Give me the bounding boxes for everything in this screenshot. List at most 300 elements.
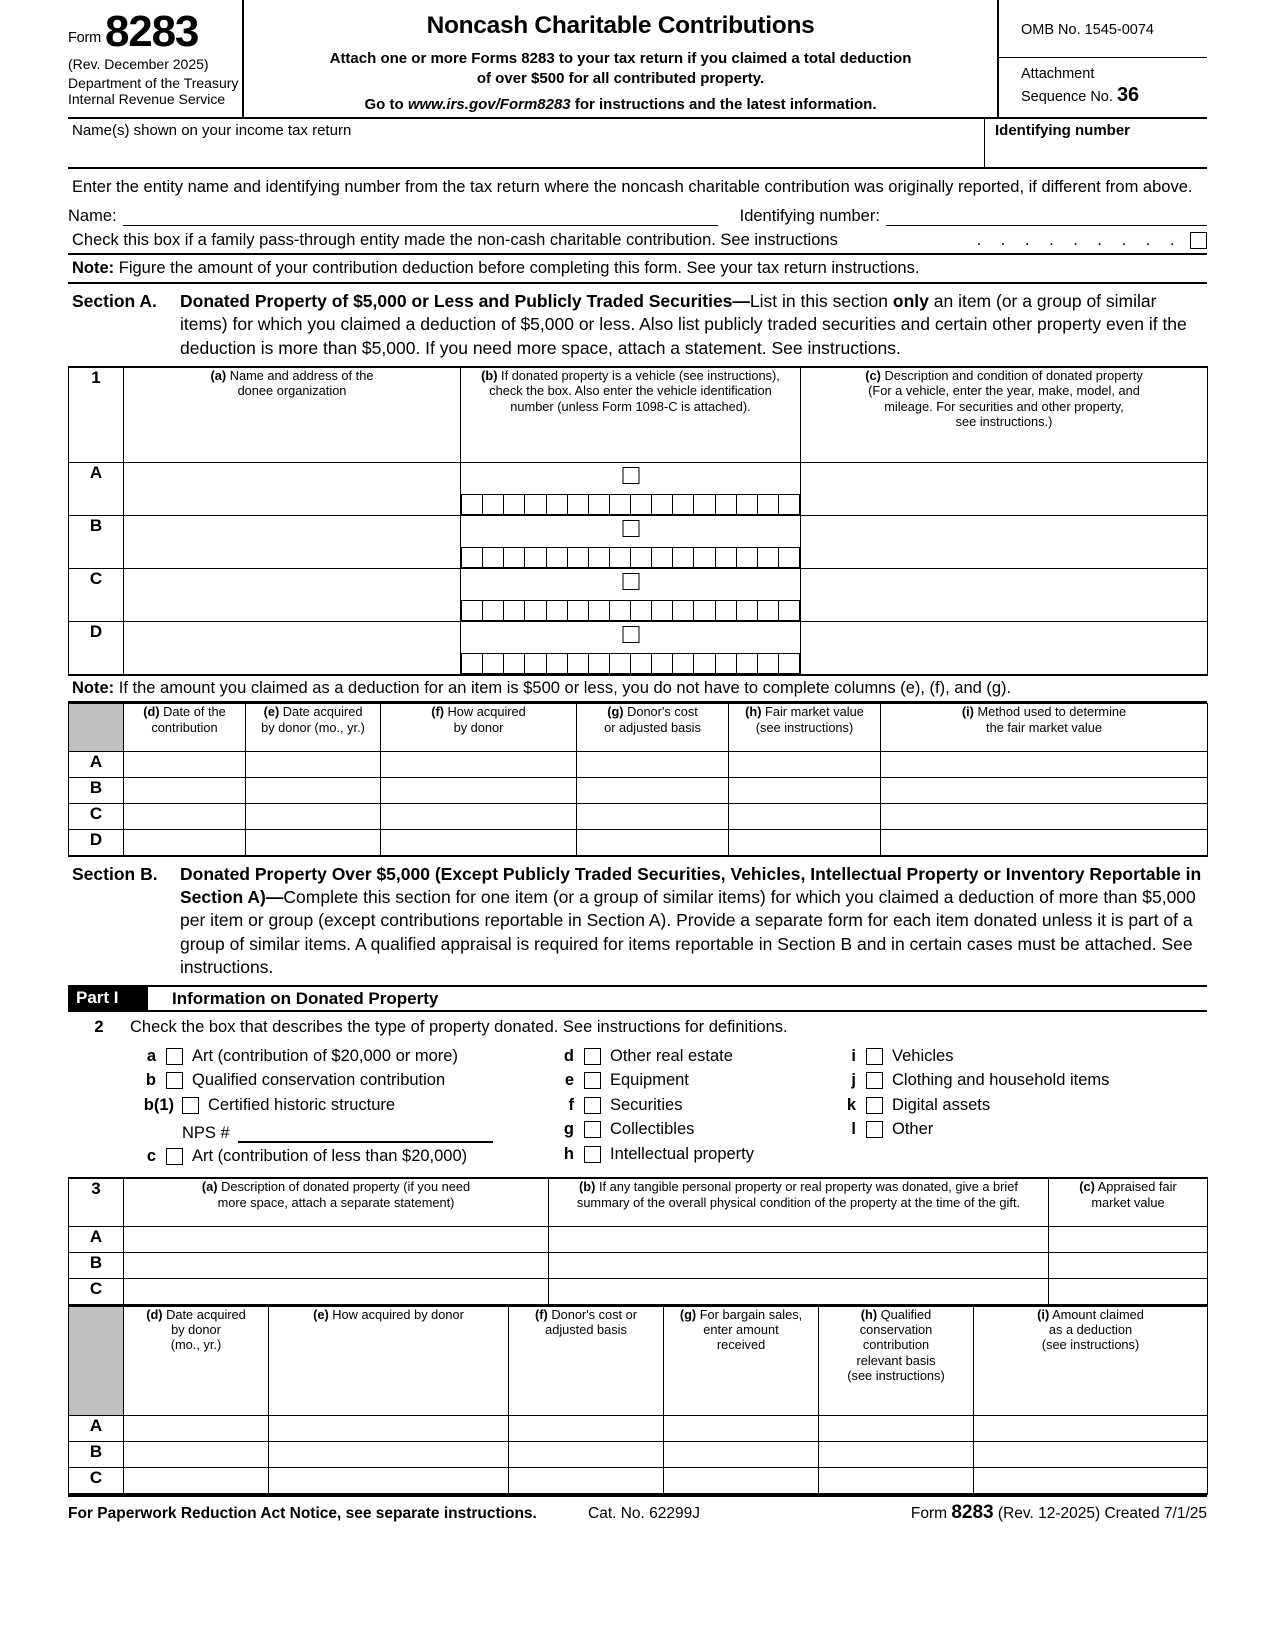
note-label: Note:	[72, 259, 115, 278]
l3-col-d-letter: (d)	[146, 1306, 163, 1322]
property-type-c[interactable]	[130, 1145, 548, 1170]
vin-box[interactable]	[672, 547, 693, 568]
row2-b-e-input[interactable]	[246, 778, 381, 804]
vin-box[interactable]	[567, 547, 588, 568]
l3-col-h-line4: relevant basis	[856, 1352, 936, 1368]
col-e-line1: Date acquired	[279, 704, 363, 720]
vin-box[interactable]	[778, 600, 800, 621]
col-header-i	[881, 704, 1208, 752]
table-row	[69, 752, 1208, 778]
vin-box[interactable]	[524, 494, 545, 515]
vin-box[interactable]	[482, 494, 503, 515]
col-a-line2: donee organization	[237, 383, 347, 399]
l3-row-a-condition-input[interactable]	[549, 1226, 1049, 1252]
l3b-row-c-h-input[interactable]	[819, 1468, 974, 1494]
vin-box[interactable]	[778, 653, 800, 674]
checkbox-securities[interactable]	[584, 1097, 601, 1114]
vin-box[interactable]	[651, 547, 672, 568]
l3-col-header-c	[1049, 1178, 1208, 1226]
department-line: Department of the Treasury	[68, 75, 239, 92]
nps-number-input[interactable]	[238, 1125, 493, 1143]
row2-a-e-input[interactable]	[246, 752, 381, 778]
row2-b-f-input[interactable]	[381, 778, 577, 804]
property-type-f[interactable]	[548, 1093, 830, 1118]
label-certified-historic-structure: Certified historic structure	[208, 1095, 396, 1114]
letter-g: g	[563, 1120, 574, 1139]
col-b-line1: If donated property is a vehicle (see instructions),	[497, 367, 780, 383]
section-b-text	[180, 863, 1207, 979]
table-row	[69, 1278, 1208, 1304]
letter-h: h	[563, 1144, 574, 1163]
checkbox-qualified-conservation[interactable]	[166, 1072, 183, 1089]
table-row	[69, 569, 1208, 622]
row2-a-g-input[interactable]	[577, 752, 729, 778]
row2-b-g-input[interactable]	[577, 778, 729, 804]
col-b-letter: (b)	[481, 367, 498, 383]
vin-box[interactable]	[693, 600, 714, 621]
row2-c-e-input[interactable]	[246, 804, 381, 830]
row-a-description-input[interactable]	[801, 463, 1208, 516]
table-row	[69, 1416, 1208, 1442]
checkbox-art-20k-or-more[interactable]	[166, 1048, 183, 1065]
letter-d: d	[563, 1046, 574, 1065]
l3b-row-label-a: A	[69, 1416, 124, 1442]
family-passthrough-text: Check this box if a family pass-through entity made the non-cash charitable contribution. See instructions	[72, 231, 838, 250]
l3-col-h-line5: (see instructions)	[847, 1368, 945, 1384]
l3-col-c-line1: Appraised fair	[1094, 1179, 1177, 1195]
row-c-vehicle-checkbox[interactable]	[622, 573, 639, 590]
checkbox-certified-historic-structure[interactable]	[182, 1097, 199, 1114]
col-c-line4: see instructions.)	[955, 413, 1053, 429]
l3b-row-c-f-input[interactable]	[509, 1468, 664, 1494]
row2-b-h-input[interactable]	[729, 778, 881, 804]
section-a-note-text: If the amount you claimed as a deduction for an item is $500 or less, you do not have to complete columns (e), (f), and (g).	[114, 679, 1012, 698]
row2-c-h-input[interactable]	[729, 804, 881, 830]
vin-box[interactable]	[715, 600, 736, 621]
vin-box[interactable]	[524, 653, 545, 674]
vin-box[interactable]	[757, 494, 778, 515]
vin-box[interactable]	[588, 600, 609, 621]
property-type-g[interactable]	[548, 1118, 830, 1143]
vin-box[interactable]	[609, 653, 630, 674]
vin-box[interactable]	[461, 600, 482, 621]
nps-number-line	[130, 1118, 548, 1143]
vin-box[interactable]	[757, 547, 778, 568]
l3-col-a-line1: Description of donated property (if you need	[217, 1179, 471, 1195]
col-g-letter: (g)	[607, 704, 624, 720]
line-2-head	[68, 1018, 1207, 1037]
col-c-line3: mileage. For securities and other property,	[884, 398, 1124, 414]
property-type-d[interactable]	[548, 1044, 830, 1069]
vin-box[interactable]	[715, 547, 736, 568]
corner-spacer	[69, 704, 124, 752]
row-d-donee-input[interactable]	[124, 622, 461, 676]
part-1-label: Part I	[68, 985, 148, 1012]
vin-box[interactable]	[546, 494, 567, 515]
vin-box[interactable]	[482, 600, 503, 621]
section-a-table-2	[68, 703, 1208, 857]
checkbox-vehicles[interactable]	[866, 1048, 883, 1065]
section-a-500-note	[68, 676, 1207, 703]
label-other-real-estate: Other real estate	[610, 1046, 733, 1065]
vin-box[interactable]	[715, 653, 736, 674]
row2-c-g-input[interactable]	[577, 804, 729, 830]
section-a-text	[180, 290, 1207, 360]
l3-col-a-letter: (a)	[201, 1179, 218, 1195]
l3-row-b-fmv-input[interactable]	[1049, 1252, 1208, 1278]
l3b-row-label-b: B	[69, 1442, 124, 1468]
l3b-row-a-f-input[interactable]	[509, 1416, 664, 1442]
row-a-vehicle-checkbox[interactable]	[622, 467, 639, 484]
row2-label-d: D	[69, 830, 124, 856]
col-a-line1: Name and address of the	[226, 367, 374, 383]
table-row	[69, 804, 1208, 830]
vin-box[interactable]	[503, 547, 524, 568]
vin-box[interactable]	[461, 547, 482, 568]
l3-col-h-line2: conservation	[859, 1322, 933, 1337]
row-b-vehicle-checkbox[interactable]	[622, 520, 639, 537]
col-header-g	[577, 704, 729, 752]
l3b-row-b-h-input[interactable]	[819, 1442, 974, 1468]
label-clothing-household: Clothing and household items	[892, 1071, 1110, 1090]
taxpayer-name-row	[68, 119, 1207, 169]
table-row	[69, 1442, 1208, 1468]
row-d-description-input[interactable]	[801, 622, 1208, 676]
line-3-table-2	[68, 1305, 1208, 1495]
l3-col-c-line2: market value	[1091, 1194, 1165, 1210]
vin-box[interactable]	[757, 600, 778, 621]
l3-col-h-letter: (h)	[860, 1306, 878, 1322]
paperwork-notice: For Paperwork Reduction Act Notice, see separate instructions.	[68, 1504, 537, 1522]
l3-col-g-line1: For bargain sales,	[699, 1306, 803, 1322]
property-type-a[interactable]	[130, 1044, 548, 1069]
l3-col-f-letter: (f)	[534, 1306, 548, 1322]
vin-box[interactable]	[715, 494, 736, 515]
omb-number: OMB No. 1545-0074	[999, 0, 1207, 58]
vin-box[interactable]	[630, 653, 651, 674]
checkbox-collectibles[interactable]	[584, 1121, 601, 1138]
section-a-title: Donated Property of $5,000 or Less and Publicly Traded Securities—	[180, 291, 750, 312]
vin-box[interactable]	[651, 653, 672, 674]
l3-row-label-c: C	[69, 1278, 124, 1304]
row2-d-h-input[interactable]	[729, 830, 881, 856]
row-b-donee-input[interactable]	[124, 516, 461, 569]
family-passthrough-checkbox[interactable]	[1190, 232, 1207, 249]
row2-d-e-input[interactable]	[246, 830, 381, 856]
l3b-row-c-g-input[interactable]	[664, 1468, 819, 1494]
vin-box[interactable]	[736, 494, 757, 515]
l3-col-b-line1: If any tangible personal property or real property was donated, give a brief	[595, 1179, 1018, 1195]
property-type-j[interactable]	[830, 1069, 1150, 1094]
vin-box[interactable]	[482, 547, 503, 568]
col-g-line2: or adjusted basis	[604, 719, 701, 735]
col-header-c	[801, 367, 1208, 463]
vin-box[interactable]	[588, 653, 609, 674]
row2-a-d-input[interactable]	[124, 752, 246, 778]
vin-box[interactable]	[503, 494, 524, 515]
row2-b-d-input[interactable]	[124, 778, 246, 804]
row-c-description-input[interactable]	[801, 569, 1208, 622]
label-digital-assets: Digital assets	[892, 1095, 991, 1114]
checkbox-digital-assets[interactable]	[866, 1097, 883, 1114]
l3-col-f-line2: adjusted basis	[545, 1322, 627, 1337]
col-c-letter: (c)	[865, 367, 881, 383]
form-number: 8283	[105, 7, 199, 56]
row-b-description-input[interactable]	[801, 516, 1208, 569]
l3b-row-b-d-input[interactable]	[124, 1442, 269, 1468]
form-footer	[68, 1495, 1207, 1524]
irs-url-link[interactable]: www.irs.gov/Form8283	[407, 95, 571, 113]
row-a-vin-cell	[461, 463, 801, 516]
footer-form-id	[828, 1502, 1207, 1524]
vin-box[interactable]	[567, 653, 588, 674]
l3-row-a-fmv-input[interactable]	[1049, 1226, 1208, 1252]
section-a-desc-2: an item (or a group of similar items) for which you claimed a deduction of $5,000 or less. Also list publicly traded securities and certain other property even if the deduction is more than $5,000. If you need more space, attach a statement. See instructions.	[180, 291, 1187, 358]
vin-box[interactable]	[672, 653, 693, 674]
property-type-l[interactable]	[830, 1118, 1150, 1143]
col-header-e	[246, 704, 381, 752]
attachment-label: Attachment	[1021, 66, 1095, 82]
vin-box[interactable]	[588, 547, 609, 568]
service-line: Internal Revenue Service	[68, 91, 226, 108]
l3-row-c-fmv-input[interactable]	[1049, 1278, 1208, 1304]
row2-a-h-input[interactable]	[729, 752, 881, 778]
l3b-row-a-g-input[interactable]	[664, 1416, 819, 1442]
col-c-line2: (For a vehicle, enter the year, make, model, and	[868, 383, 1140, 399]
row2-d-f-input[interactable]	[381, 830, 577, 856]
form-label: Form	[68, 30, 102, 47]
l3-col-header-a	[124, 1178, 549, 1226]
row2-d-d-input[interactable]	[124, 830, 246, 856]
row2-a-f-input[interactable]	[381, 752, 577, 778]
vin-box[interactable]	[482, 653, 503, 674]
section-b-desc: Complete this section for one item (or a group of similar items) for which you claimed a deduction of more than $5,000 per item or group (except contributions reportable in Section A). Provide a separate form for each item donated unless it is part of a group of similar items. A qualified appraisal is required for items reportable in Section B and in certain cases must be attached. See instructions.	[180, 887, 1196, 977]
vin-box[interactable]	[567, 600, 588, 621]
checkbox-other-real-estate[interactable]	[584, 1048, 601, 1065]
l3b-row-b-f-input[interactable]	[509, 1442, 664, 1468]
vin-box[interactable]	[630, 494, 651, 515]
l3b-row-c-e-input[interactable]	[269, 1468, 509, 1494]
property-type-column-2	[548, 1044, 830, 1169]
section-a-tag: Section A.	[72, 291, 157, 312]
vin-box[interactable]	[651, 600, 672, 621]
l3-row-b-condition-input[interactable]	[549, 1252, 1049, 1278]
col-g-line1: Donor's cost	[623, 704, 698, 720]
col-i-line1: Method used to determine	[973, 704, 1127, 720]
vin-box[interactable]	[567, 494, 588, 515]
vin-box[interactable]	[503, 653, 524, 674]
col-i-line2: the fair market value	[986, 719, 1102, 735]
vin-box[interactable]	[546, 653, 567, 674]
vin-box[interactable]	[503, 600, 524, 621]
checkbox-other[interactable]	[866, 1121, 883, 1138]
goto-prefix: Go to	[364, 95, 408, 113]
entity-instruction: Enter the entity name and identifying number from the tax return where the noncash charitable contribution was originally reported, if different from above.	[72, 177, 1193, 196]
vin-box[interactable]	[609, 547, 630, 568]
vin-box[interactable]	[672, 494, 693, 515]
vin-box[interactable]	[736, 600, 757, 621]
l3-row-a-desc-input[interactable]	[124, 1226, 549, 1252]
row2-c-f-input[interactable]	[381, 804, 577, 830]
col-header-b	[461, 367, 801, 463]
letter-i: i	[851, 1046, 856, 1065]
vin-box[interactable]	[630, 600, 651, 621]
vin-box[interactable]	[693, 547, 714, 568]
row2-b-i-input[interactable]	[881, 778, 1208, 804]
l3-row-label-a: A	[69, 1226, 124, 1252]
vin-box[interactable]	[630, 547, 651, 568]
vin-box[interactable]	[524, 600, 545, 621]
identifying-number-field[interactable]	[985, 119, 1207, 167]
family-passthrough-line	[68, 226, 1207, 255]
section-b-tag: Section B.	[72, 863, 158, 884]
vin-box[interactable]	[757, 653, 778, 674]
l3b-row-b-i-input[interactable]	[974, 1442, 1208, 1468]
letter-f: f	[568, 1095, 574, 1114]
line-3-number: 3	[69, 1178, 124, 1226]
issuing-agency	[68, 76, 242, 107]
vin-box[interactable]	[672, 600, 693, 621]
vin-box[interactable]	[609, 494, 630, 515]
page-title: Noncash Charitable Contributions	[426, 12, 815, 39]
l3b-row-b-e-input[interactable]	[269, 1442, 509, 1468]
property-type-h[interactable]	[548, 1142, 830, 1167]
attach-instruction	[250, 49, 991, 89]
entity-id-input[interactable]	[886, 207, 1207, 226]
vin-box[interactable]	[693, 494, 714, 515]
names-shown-field[interactable]	[68, 119, 985, 167]
row-c-vin-boxes[interactable]	[461, 600, 800, 621]
l3b-row-a-d-input[interactable]	[124, 1416, 269, 1442]
l3-col-g-letter: (g)	[679, 1306, 697, 1322]
nps-label: NPS #	[182, 1123, 230, 1142]
vin-box[interactable]	[609, 600, 630, 621]
table-header-row	[69, 367, 1208, 463]
vin-box[interactable]	[546, 600, 567, 621]
l3b-row-b-g-input[interactable]	[664, 1442, 819, 1468]
row-d-vehicle-checkbox[interactable]	[622, 626, 639, 643]
vin-box[interactable]	[546, 547, 567, 568]
vin-box[interactable]	[524, 547, 545, 568]
row2-c-i-input[interactable]	[881, 804, 1208, 830]
leader-dots: . . . . . . . . .	[976, 231, 1182, 250]
l3-col-h-line1: Qualified	[880, 1306, 932, 1322]
l3-col-a-line2: more space, attach a separate statement)	[217, 1194, 455, 1210]
row-c-donee-input[interactable]	[124, 569, 461, 622]
letter-b1: b(1)	[143, 1095, 174, 1114]
vin-box[interactable]	[693, 653, 714, 674]
col-f-letter: (f)	[431, 704, 444, 720]
property-type-k[interactable]	[830, 1093, 1150, 1118]
l3-col-header-b	[549, 1178, 1049, 1226]
attach-instruction-line1: Attach one or more Forms 8283 to your tax return if you claimed a total deduction	[329, 50, 912, 67]
l3-row-c-condition-input[interactable]	[549, 1278, 1049, 1304]
col-c-line1: Description and condition of donated property	[880, 367, 1143, 383]
vin-box[interactable]	[736, 653, 757, 674]
label-vehicles: Vehicles	[892, 1046, 954, 1065]
line-3-table-1	[68, 1177, 1208, 1305]
l3-col-header-e	[269, 1306, 509, 1416]
letter-k: k	[846, 1095, 856, 1114]
property-type-grid	[68, 1044, 1207, 1169]
l3-col-h-line3: contribution	[862, 1337, 930, 1353]
row-a-donee-input[interactable]	[124, 463, 461, 516]
l3-col-g-line3: received	[716, 1337, 766, 1353]
row2-c-d-input[interactable]	[124, 804, 246, 830]
entity-id-label: Identifying number:	[739, 207, 880, 226]
vin-box[interactable]	[461, 494, 482, 515]
col-d-line1: Date of the	[159, 704, 226, 720]
l3-row-label-b: B	[69, 1252, 124, 1278]
section-a-only: only	[892, 291, 929, 312]
row-label-d: D	[69, 622, 124, 676]
sequence-no-value: 36	[1116, 84, 1140, 107]
property-type-e[interactable]	[548, 1069, 830, 1094]
l3b-row-a-i-input[interactable]	[974, 1416, 1208, 1442]
header-title-block	[244, 0, 999, 117]
l3-col-i-line3: (see instructions)	[1041, 1337, 1140, 1353]
goto-instruction	[250, 96, 991, 113]
table-header-row	[69, 1306, 1208, 1416]
row-a-vin-boxes[interactable]	[461, 494, 800, 515]
identifying-number-label: Identifying number	[995, 121, 1130, 139]
l3b-row-a-e-input[interactable]	[269, 1416, 509, 1442]
letter-b: b	[145, 1071, 156, 1090]
vin-box[interactable]	[736, 547, 757, 568]
l3b-row-a-h-input[interactable]	[819, 1416, 974, 1442]
col-e-letter: (e)	[263, 704, 280, 720]
property-type-b[interactable]	[130, 1069, 548, 1094]
row-d-vin-boxes[interactable]	[461, 653, 800, 674]
line-2-text: Check the box that describes the type of property donated. See instructions for definitions.	[130, 1018, 788, 1037]
vin-box[interactable]	[461, 653, 482, 674]
entity-name-line	[68, 207, 1207, 226]
property-type-b1[interactable]	[130, 1093, 548, 1118]
l3b-row-c-i-input[interactable]	[974, 1468, 1208, 1494]
entity-name-label: Name:	[68, 207, 117, 226]
label-art-20k-or-more: Art (contribution of $20,000 or more)	[192, 1046, 458, 1065]
l3b-row-c-d-input[interactable]	[124, 1468, 269, 1494]
table-row	[69, 1226, 1208, 1252]
vin-box[interactable]	[588, 494, 609, 515]
col-h-line1: Fair market value	[761, 704, 864, 720]
label-other: Other	[892, 1120, 934, 1139]
col-header-h	[729, 704, 881, 752]
row-b-vin-boxes[interactable]	[461, 547, 800, 568]
entity-name-input[interactable]	[123, 207, 718, 226]
l3-row-c-desc-input[interactable]	[124, 1278, 549, 1304]
row2-a-i-input[interactable]	[881, 752, 1208, 778]
property-type-i[interactable]	[830, 1044, 1150, 1069]
vin-box[interactable]	[778, 494, 800, 515]
l3-col-b-letter: (b)	[579, 1179, 596, 1195]
line-2-block	[68, 1012, 1207, 1177]
letter-c: c	[146, 1147, 156, 1166]
checkbox-art-less-than-20k[interactable]	[166, 1148, 183, 1165]
col-d-line2: contribution	[151, 719, 218, 735]
vin-box[interactable]	[651, 494, 672, 515]
l3-row-b-desc-input[interactable]	[124, 1252, 549, 1278]
row2-d-g-input[interactable]	[577, 830, 729, 856]
vin-box[interactable]	[778, 547, 800, 568]
row2-d-i-input[interactable]	[881, 830, 1208, 856]
checkbox-intellectual-property[interactable]	[584, 1146, 601, 1163]
note-text: Figure the amount of your contribution deduction before completing this form. See your tax return instructions.	[114, 259, 920, 278]
checkbox-clothing-household[interactable]	[866, 1072, 883, 1089]
checkbox-equipment[interactable]	[584, 1072, 601, 1089]
attach-instruction-line2: of over $500 for all contributed property.	[476, 69, 765, 87]
l3-col-f-line1: Donor's cost or	[551, 1306, 637, 1322]
